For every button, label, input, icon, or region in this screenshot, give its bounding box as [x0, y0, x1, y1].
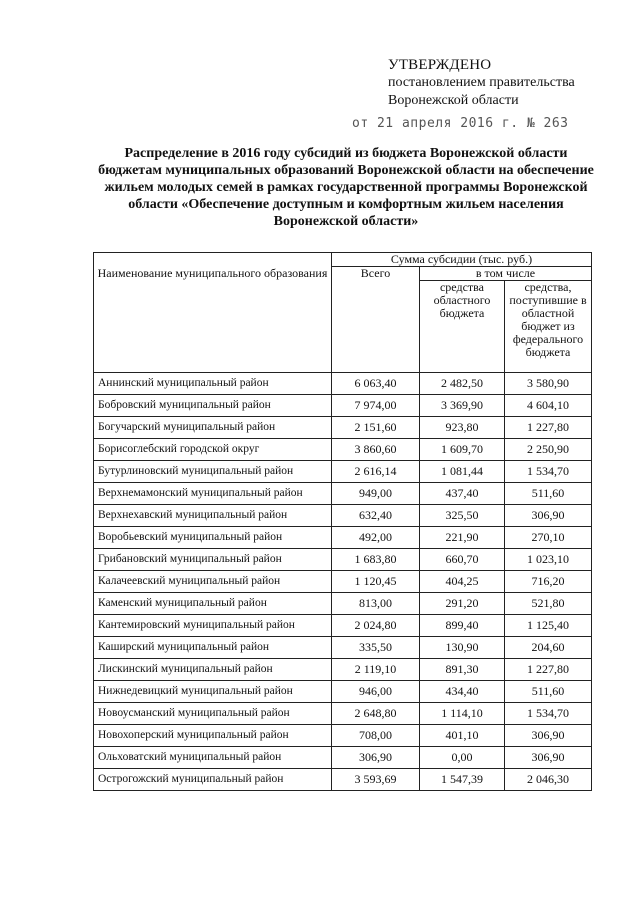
federal-value: 521,80 [505, 593, 592, 615]
table-row [94, 769, 592, 791]
total-value: 6 063,40 [332, 373, 420, 395]
date-stamp: от 21 апреля 2016 г. № 263 [352, 116, 569, 131]
municipality-name: Бобровский муниципальный район [94, 395, 332, 417]
municipality-name: Богучарский муниципальный район [94, 417, 332, 439]
federal-value: 716,20 [505, 571, 592, 593]
total-value: 335,50 [332, 637, 420, 659]
total-value: 813,00 [332, 593, 420, 615]
municipality-name: Новохоперский муниципальный район [94, 725, 332, 747]
table-body [94, 373, 592, 791]
table-row [94, 593, 592, 615]
approval-line-2: Воронежской области [388, 93, 519, 108]
federal-value: 4 604,10 [505, 395, 592, 417]
municipality-name: Кантемировский муниципальный район [94, 615, 332, 637]
table-row [94, 373, 592, 395]
total-value: 1 683,80 [332, 549, 420, 571]
total-value: 632,40 [332, 505, 420, 527]
table-row [94, 571, 592, 593]
table-row [94, 703, 592, 725]
table-row [94, 439, 592, 461]
approval-block [388, 56, 628, 110]
table-row [94, 615, 592, 637]
total-value: 306,90 [332, 747, 420, 769]
total-value: 949,00 [332, 483, 420, 505]
total-value: 3 593,69 [332, 769, 420, 791]
document-title: Распределение в 2016 году субсидий из бюджета Воронежской области бюджетам муниципальных образований Воронежской области на обеспечение жильем молодых семей в рамках государственной программы Воронежской области «Обеспечение доступным и комфортным жильем населения Воронежской области» [98, 146, 594, 229]
municipality-name: Грибановский муниципальный район [94, 549, 332, 571]
regional-value: 1 081,44 [420, 461, 505, 483]
table-row [94, 395, 592, 417]
regional-value: 3 369,90 [420, 395, 505, 417]
federal-value: 3 580,90 [505, 373, 592, 395]
municipality-name: Аннинский муниципальный район [94, 373, 332, 395]
total-value: 2 024,80 [332, 615, 420, 637]
table-row [94, 461, 592, 483]
federal-value: 306,90 [505, 747, 592, 769]
federal-value: 1 023,10 [505, 549, 592, 571]
municipality-name: Воробьевский муниципальный район [94, 527, 332, 549]
federal-value: 1 534,70 [505, 703, 592, 725]
table-row [94, 681, 592, 703]
table-row [94, 505, 592, 527]
municipality-name: Каменский муниципальный район [94, 593, 332, 615]
regional-value: 401,10 [420, 725, 505, 747]
total-value: 708,00 [332, 725, 420, 747]
municipality-name: Новоусманский муниципальный район [94, 703, 332, 725]
regional-value: 891,30 [420, 659, 505, 681]
table-row [94, 725, 592, 747]
header-name: Наименование муниципального образования [94, 253, 332, 373]
regional-value: 660,70 [420, 549, 505, 571]
subsidy-table [93, 252, 592, 791]
federal-value: 511,60 [505, 681, 592, 703]
total-value: 2 648,80 [332, 703, 420, 725]
header-incl: в том числе [420, 267, 592, 281]
regional-value: 1 609,70 [420, 439, 505, 461]
total-value: 946,00 [332, 681, 420, 703]
federal-value: 1 534,70 [505, 461, 592, 483]
table-row [94, 527, 592, 549]
municipality-name: Лискинский муниципальный район [94, 659, 332, 681]
federal-value: 306,90 [505, 505, 592, 527]
regional-value: 130,90 [420, 637, 505, 659]
total-value: 2 119,10 [332, 659, 420, 681]
regional-value: 325,50 [420, 505, 505, 527]
regional-value: 923,80 [420, 417, 505, 439]
regional-value: 2 482,50 [420, 373, 505, 395]
regional-value: 1 547,39 [420, 769, 505, 791]
federal-value: 1 125,40 [505, 615, 592, 637]
federal-value: 1 227,80 [505, 417, 592, 439]
federal-value: 2 046,30 [505, 769, 592, 791]
total-value: 2 151,60 [332, 417, 420, 439]
regional-value: 899,40 [420, 615, 505, 637]
regional-value: 221,90 [420, 527, 505, 549]
regional-value: 434,40 [420, 681, 505, 703]
municipality-name: Верхнемамонский муниципальный район [94, 483, 332, 505]
table-row [94, 417, 592, 439]
regional-value: 1 114,10 [420, 703, 505, 725]
table-row [94, 637, 592, 659]
federal-value: 306,90 [505, 725, 592, 747]
municipality-name: Бутурлиновский муниципальный район [94, 461, 332, 483]
total-value: 2 616,14 [332, 461, 420, 483]
total-value: 7 974,00 [332, 395, 420, 417]
header-federal: средства, поступившие в областной бюджет из федерального бюджета [505, 281, 592, 373]
municipality-name: Борисоглебский городской округ [94, 439, 332, 461]
approval-line-1: постановлением правительства [388, 75, 575, 90]
header-total: Всего [332, 267, 420, 373]
regional-value: 404,25 [420, 571, 505, 593]
regional-value: 291,20 [420, 593, 505, 615]
total-value: 3 860,60 [332, 439, 420, 461]
federal-value: 270,10 [505, 527, 592, 549]
total-value: 1 120,45 [332, 571, 420, 593]
federal-value: 1 227,80 [505, 659, 592, 681]
municipality-name: Калачеевский муниципальный район [94, 571, 332, 593]
total-value: 492,00 [332, 527, 420, 549]
federal-value: 204,60 [505, 637, 592, 659]
federal-value: 2 250,90 [505, 439, 592, 461]
table-row [94, 483, 592, 505]
table-row [94, 549, 592, 571]
federal-value: 511,60 [505, 483, 592, 505]
table-row [94, 659, 592, 681]
municipality-name: Верхнехавский муниципальный район [94, 505, 332, 527]
municipality-name: Каширский муниципальный район [94, 637, 332, 659]
regional-value: 0,00 [420, 747, 505, 769]
header-regional: средства областного бюджета [420, 281, 505, 373]
municipality-name: Ольховатский муниципальный район [94, 747, 332, 769]
table-row [94, 747, 592, 769]
municipality-name: Нижнедевицкий муниципальный район [94, 681, 332, 703]
municipality-name: Острогожский муниципальный район [94, 769, 332, 791]
header-sum: Сумма субсидии (тыс. руб.) [332, 253, 592, 267]
regional-value: 437,40 [420, 483, 505, 505]
approval-heading: УТВЕРЖДЕНО [388, 57, 492, 73]
